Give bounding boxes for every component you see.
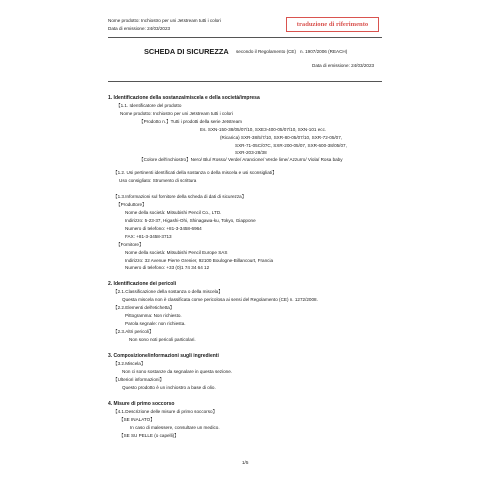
supplier-label: 【Fornitore】	[116, 242, 144, 247]
title-divider	[108, 81, 382, 82]
reference-translation-stamp: traduzione di riferimento	[286, 17, 379, 32]
refill-line-3: SXR-203-28/38	[235, 150, 267, 155]
section-3-heading: 3. Composizione/informazioni sugli ingredienti	[108, 353, 219, 359]
document-title: SCHEDA DI SICUREZZA	[144, 47, 229, 56]
header-divider	[108, 37, 382, 38]
producer-name: Nome della società: Mitsubishi Pencil Co., LTD.	[125, 210, 222, 215]
producer-label: 【Produttore】	[116, 202, 147, 207]
section-2-1-heading: 【2.1.Classificazione della sostanza o della miscela】	[113, 289, 223, 294]
producer-phone: Numero di telefono: +81-3-3458-6964	[125, 226, 202, 231]
if-inhaled-text: In caso di malessere, consultare un medico.	[130, 425, 220, 430]
section-4-1-heading: 【4.1.Descrizione delle misure di primo soccorso】	[113, 409, 218, 414]
further-info-label: 【Ulteriori informazioni】	[113, 377, 165, 382]
producer-fax: FAX: +81-3-3458-3713	[125, 234, 172, 239]
section-1-1-heading: 【1.1. Identificatore del prodotto	[116, 103, 182, 108]
supplier-name: Nome della società: Mitsubishi Pencil Europe SAS	[125, 250, 228, 255]
section-4-heading: 4. Misure di primo soccorso	[108, 401, 175, 407]
header-date-line: Data di emissione: 24/03/2023	[108, 26, 171, 31]
signal-word-text: Parola segnale: non richiesta.	[125, 321, 186, 326]
product-name: Nome prodotto: Inchiostro per uni Jetstream tutti i colori	[120, 111, 233, 116]
title-regulation: n. 1907/2006 (REACH)	[300, 48, 348, 54]
further-info-text: Questo prodotto è un inchiostro a base di olio.	[122, 385, 216, 390]
product-examples: Es. SXN-150-38/05/07/10, SXE3-400-05/07/10, SXN-101 ecc.	[200, 127, 327, 132]
section-2-heading: 2. Identificazione dei pericoli	[108, 281, 177, 287]
refill-line-1: (Ricarica) SXR-38/5/7/10, SXR-80-05/07/10, SXR-72-05/07,	[220, 135, 343, 140]
refill-line-2: SXR-71-05C/07C, SXR-200-05/07, SXR-600-38/05/07,	[235, 143, 347, 148]
section-2-2-heading: 【2.2.Elementi dell'etichetta】	[113, 305, 175, 310]
section-1-heading: 1. Identificazione della sostanza/miscela e della società/impresa	[108, 95, 260, 101]
section-3-2-heading: 【3.2.Miscela】	[113, 361, 146, 366]
product-numbers: 【Prodotto n.】Tutti i prodotti della serie Jetstream	[139, 119, 242, 124]
section-2-3-heading: 【2.3.Altri pericoli】	[113, 329, 154, 334]
other-hazards-text: Non sono noti pericoli particolari.	[129, 337, 196, 342]
classification-text: Questa miscela non è classificata come pericolosa ai sensi del Regolamento (CE) n. 1272/2008.	[122, 297, 318, 302]
ink-colors: 【Colore dell'inchiostro】Nero/ Blu/ Rosso/ Verde/ Arancione/ Verde lime/ Azzurro/ Viola/ Rosa baby	[139, 157, 343, 162]
section-1-3-heading: 【1.3.Informazioni sul fornitore della scheda di dati di sicurezza】	[113, 194, 247, 199]
pictogram-text: Pittogramma: Non richiesto.	[125, 313, 182, 318]
title-subtitle: secondo il Regolamento (CE)	[236, 48, 297, 54]
supplier-address: Indirizzo: 32 Avenue Pierre Grenier, 92100 Boulogne-Billancourt, Francia	[125, 258, 274, 263]
section-1-2-heading: 【1.2. Usi pertinenti identificati della sostanza o della miscela e usi sconsigliati】	[113, 170, 277, 175]
emission-date: Data di emissione: 24/03/2023	[312, 63, 375, 68]
supplier-phone: Numero di telefono: +33 (0)1 74 34 64 12	[125, 265, 210, 270]
if-inhaled-label: 【SE INALATO】	[119, 417, 155, 422]
if-on-skin-label: 【SE SU PELLE (o capelli)】	[119, 433, 179, 438]
header-product-line: Nome prodotto: Inchiostro per uni Jetstream tutti i colori	[108, 18, 221, 23]
producer-address: Indirizzo: 5-23-37, Higashi-Ohi, Shinagawa-ku, Tokyo, Giappone	[125, 218, 256, 223]
page-number: 1/5	[242, 460, 249, 465]
recommended-use: Uso consigliato: Strumento di scrittura	[119, 178, 197, 183]
mixture-text: Non ci sono sostanze da segnalare in questa sezione.	[122, 369, 233, 374]
